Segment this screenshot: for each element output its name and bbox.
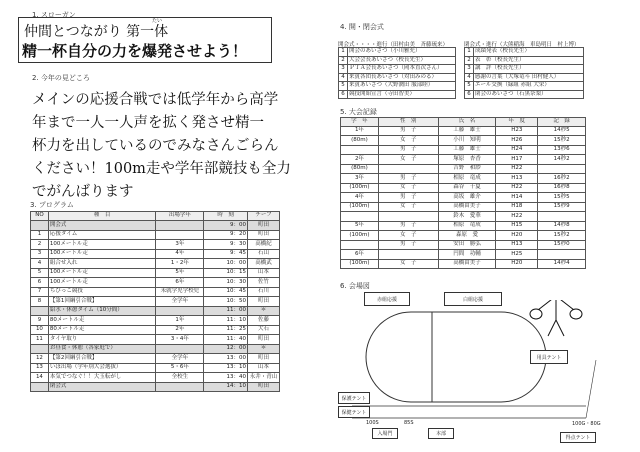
program-row	[31, 221, 280, 231]
program-row-cell: 11：25	[204, 325, 248, 335]
closing-item-cell: 閉会のあいさつ（石黒奈梨）	[474, 90, 584, 99]
record-row-cell: 15秒0	[538, 240, 586, 250]
program-row-cell: 4年	[156, 249, 204, 259]
opening-item	[339, 48, 456, 57]
program-row-cell: 100メートル走	[48, 249, 156, 259]
record-row-cell: H14	[496, 193, 538, 203]
program-row-cell: 3・4年	[156, 335, 204, 345]
records-header-row-cell: 年 度	[496, 118, 538, 127]
program-row-cell	[156, 221, 204, 231]
red-team-tent: 赤組応援	[364, 292, 410, 306]
record-row-cell: 相原 竜成	[438, 174, 496, 184]
program-row-cell	[156, 344, 204, 354]
program-row	[31, 382, 280, 392]
program-row	[31, 240, 280, 250]
record-row-cell: 14秒5	[538, 126, 586, 136]
program-row-cell	[31, 221, 49, 231]
opening-item	[339, 73, 456, 82]
record-row-cell: H22	[496, 164, 538, 174]
track-outer	[366, 312, 546, 402]
equipment-tent: 用具テント	[530, 350, 568, 364]
program-row-cell: 9：20	[204, 230, 248, 240]
record-row	[341, 221, 586, 231]
program-row-cell: 6年	[156, 278, 204, 288]
program-row-cell: 2	[31, 240, 49, 250]
record-row	[341, 231, 586, 241]
program-row-cell: 10：30	[204, 278, 248, 288]
program-row-cell: 10：15	[204, 268, 248, 278]
program-row	[31, 363, 280, 373]
program-header-row-cell: 時 刻	[204, 212, 248, 221]
records-header-row-cell: 学 年	[341, 118, 379, 127]
program-row-cell: 2年	[156, 325, 204, 335]
program-header-row-cell: NO	[31, 212, 49, 221]
program-row-cell: 11：40	[204, 335, 248, 345]
program-row-cell: 石川	[247, 287, 279, 297]
program-row-cell: 佐藤	[247, 316, 279, 326]
record-row	[341, 126, 586, 136]
record-row	[341, 259, 586, 269]
highlight-line-3: 杯力を出しているのでみなさんごらん	[32, 138, 279, 154]
program-row-cell: 大石	[247, 325, 279, 335]
record-row-cell: 15秒2	[538, 136, 586, 146]
program-row-cell: 組合せ入れ	[48, 259, 156, 269]
record-row-cell: 女 子	[378, 202, 438, 212]
program-row-cell: 10：50	[204, 297, 248, 307]
program-row	[31, 297, 280, 307]
records-header-row	[341, 118, 586, 127]
opening-item-cell: 4	[339, 73, 348, 82]
record-row-cell: (100m)	[341, 183, 379, 193]
slogan-line-2: 精一杯自分の力を爆発させよう！	[22, 42, 248, 60]
program-row-cell	[31, 344, 49, 354]
program-row-cell	[156, 230, 204, 240]
record-row-cell: H23	[496, 126, 538, 136]
opening-item-cell: 来賓各団長あいさつ（対田みのる）	[348, 73, 456, 82]
program-row-cell: 石山	[247, 249, 279, 259]
program-row-cell: 80メートル走	[48, 316, 156, 326]
program-row-cell: 13：10	[204, 363, 248, 373]
program-row-cell: 高橋紀	[247, 240, 279, 250]
program-row-cell: 【第2回綱引合戦】	[48, 354, 156, 364]
slogan-ruby: たい	[152, 18, 163, 24]
opening-ceremony-table	[338, 47, 456, 99]
record-row-cell: 15秒5	[538, 193, 586, 203]
record-row-cell: H18	[496, 202, 538, 212]
program-row-cell: 80メートル走	[48, 325, 156, 335]
record-row	[341, 250, 586, 260]
record-row-cell: 鈴木 愛華	[438, 212, 496, 222]
program-row-cell: 全校生	[156, 373, 204, 383]
opening-item	[339, 90, 456, 99]
highlight-line-1: メインの応援合戦では低学年から高学	[32, 92, 279, 108]
record-row-cell: H24	[496, 145, 538, 155]
records-heading: 5. 大会記録	[340, 108, 377, 116]
entrance-gate: 入場門	[372, 428, 398, 439]
program-row-cell: 閉会式	[48, 382, 156, 392]
closing-item	[465, 65, 584, 74]
score-tent: 得点テント	[560, 432, 596, 443]
record-row-cell: 6年	[341, 250, 379, 260]
program-row	[31, 325, 280, 335]
opening-item-cell: 6	[339, 90, 348, 99]
closing-item-cell: エール交換（緑組 赤組 大栄）	[474, 82, 584, 91]
record-row-cell	[538, 164, 586, 174]
opening-item	[339, 65, 456, 74]
record-row-cell: 16秒2	[538, 174, 586, 184]
program-row-cell: 10	[31, 325, 49, 335]
record-row-cell	[341, 212, 379, 222]
program-row-cell: 9：00	[204, 221, 248, 231]
closing-item	[465, 73, 584, 82]
slogan-heading: 1. スローガン	[32, 11, 76, 19]
opening-item-cell: 5	[339, 82, 348, 91]
closing-item-cell: 3	[465, 65, 474, 74]
closing-item-cell: 感謝の言葉（大塚竜斗 田村健人）	[474, 73, 584, 82]
record-row-cell: 3年	[341, 174, 379, 184]
program-row-cell: 11：00	[204, 306, 248, 316]
program-row-cell: 9：30	[204, 240, 248, 250]
record-row	[341, 212, 586, 222]
record-row-cell: 男 子	[378, 193, 438, 203]
program-row-cell: 5・6年	[156, 363, 204, 373]
program-row-cell: 100メートル走	[48, 268, 156, 278]
record-row-cell: H26	[496, 136, 538, 146]
program-row-cell: 永井・青山	[247, 373, 279, 383]
record-row	[341, 164, 586, 174]
record-row-cell: 男 子	[378, 221, 438, 231]
record-row-cell: 16秒8	[538, 183, 586, 193]
program-row-cell: 給水・休憩タイム（10分間）	[48, 306, 156, 316]
record-row-cell: 5年	[341, 221, 379, 231]
highlights-heading: 2. 今年の見どころ	[32, 74, 90, 82]
highlight-line-2: 年まで一人一人声を拡く発させ精一	[32, 115, 264, 131]
program-row-cell: 1	[31, 230, 49, 240]
record-row-cell: (80m)	[341, 136, 379, 146]
program-row-cell: いぼ出場（学年別大会選抜）	[48, 363, 156, 373]
record-row-cell	[538, 212, 586, 222]
program-row-cell: 3	[31, 249, 49, 259]
record-row-cell: 女 子	[378, 136, 438, 146]
slogan-line-1: 仲間とつながり 第一体	[24, 24, 169, 40]
closing-ceremony-title: 閉会式・進行（大熊稲海 車島明日 村上博）	[464, 42, 580, 48]
record-row-cell: 塚原 杏香	[438, 155, 496, 165]
program-row-cell: 12：00	[204, 344, 248, 354]
record-row-cell: 小川 知明	[438, 136, 496, 146]
program-row-cell: 14：10	[204, 382, 248, 392]
ceremony-heading: 4. 開・閉会式	[340, 23, 384, 31]
health-tent: 保健テント	[338, 406, 370, 418]
records-header-row-cell: 記 録	[538, 118, 586, 127]
program-row-cell: ちびっこ競技	[48, 287, 156, 297]
closing-item	[465, 56, 584, 65]
start-85-label: 85S	[404, 420, 414, 426]
record-row-cell: 円間 功輔	[438, 250, 496, 260]
highlight-line-5: でがんばります	[32, 184, 134, 200]
record-row-cell: 安田 勝弘	[438, 240, 496, 250]
record-row-cell: 工藤 雄士	[438, 145, 496, 155]
program-row-cell: お昼食・休憩（各家庭で）	[48, 344, 156, 354]
opening-item-cell: 大会会長あいさつ（校長先生）	[348, 56, 456, 65]
record-row-cell	[378, 212, 438, 222]
program-row	[31, 230, 280, 240]
record-row-cell: 2年	[341, 155, 379, 165]
program-heading: 3. プログラム	[30, 201, 74, 209]
record-row-cell: 15秒2	[538, 231, 586, 241]
record-row-cell: 相原 竜成	[438, 221, 496, 231]
program-row-cell: 10：45	[204, 287, 248, 297]
closing-ceremony-table	[464, 47, 584, 99]
program-row-cell: 町田	[247, 221, 279, 231]
program-row-cell: 1年	[156, 316, 204, 326]
record-row-cell: 13秒6	[538, 145, 586, 155]
closing-item-cell: 1	[465, 48, 474, 57]
record-row-cell: 14秒8	[538, 221, 586, 231]
program-header-row	[31, 212, 280, 221]
program-row-cell: 高橋武	[247, 259, 279, 269]
record-row	[341, 136, 586, 146]
record-row-cell: (100m)	[341, 202, 379, 212]
program-row-cell: ＊	[247, 344, 279, 354]
program-row-cell: 町田	[247, 354, 279, 364]
record-row-cell: H17	[496, 155, 538, 165]
opening-item-cell: 3	[339, 65, 348, 74]
closing-item-cell: 講 評（校長先生）	[474, 65, 584, 74]
opening-item-cell: 2	[339, 56, 348, 65]
program-row	[31, 354, 280, 364]
record-row	[341, 174, 586, 184]
program-row-cell	[31, 306, 49, 316]
program-row-cell: 町田	[247, 335, 279, 345]
program-row-cell: 町田	[247, 382, 279, 392]
opening-item	[339, 56, 456, 65]
program-row	[31, 287, 280, 297]
record-row-cell: 高坂 雄介	[438, 193, 496, 203]
opening-item-cell: 開会のあいさつ（小川雅充）	[348, 48, 456, 57]
record-row-cell	[538, 250, 586, 260]
program-row-cell: 山本	[247, 363, 279, 373]
opening-item-cell: 1	[339, 48, 348, 57]
program-row-cell: 未就学児学校児	[156, 287, 204, 297]
program-row-cell: 5	[31, 268, 49, 278]
goal-label: 100G・80G	[572, 421, 601, 427]
record-row-cell: 森谷 千夏	[438, 183, 496, 193]
program-row-cell	[31, 382, 49, 392]
program-row	[31, 268, 280, 278]
field-edge	[586, 360, 596, 418]
program-row	[31, 344, 280, 354]
record-row-cell: (100m)	[341, 259, 379, 269]
closing-item-cell: 成績発表（校長先生）	[474, 48, 584, 57]
program-row-cell: 12	[31, 354, 49, 364]
record-row-cell	[378, 250, 438, 260]
program-row	[31, 316, 280, 326]
program-row-cell	[156, 306, 204, 316]
program-row-cell: 100メートル走	[48, 278, 156, 288]
program-row-cell: 4	[31, 259, 49, 269]
closing-item	[465, 90, 584, 99]
headquarters-tent: 本部	[428, 428, 454, 439]
program-row-cell: 町田	[247, 230, 279, 240]
record-row-cell: 工藤 雄士	[438, 126, 496, 136]
record-row-cell: 女 子	[378, 183, 438, 193]
records-table	[340, 117, 586, 269]
record-row	[341, 183, 586, 193]
opening-item-cell: 競技開始宣言（寺田智美）	[348, 90, 456, 99]
record-row-cell: 1年	[341, 126, 379, 136]
record-row-cell: (80m)	[341, 164, 379, 174]
records-header-row-cell: 氏 名	[438, 118, 496, 127]
record-row-cell: (100m)	[341, 231, 379, 241]
record-row-cell: 15秒9	[538, 202, 586, 212]
record-row-cell: 4年	[341, 193, 379, 203]
closing-item	[465, 82, 584, 91]
program-row-cell: 13：40	[204, 373, 248, 383]
opening-ceremony-title: 開会式・・・・進行（田村由美 斉藤琉来）	[338, 42, 449, 48]
program-table	[30, 211, 280, 392]
program-row-cell: 町田	[247, 297, 279, 307]
program-row-cell: 8	[31, 297, 49, 307]
program-row-cell: 11：10	[204, 316, 248, 326]
guardian-tent: 保護テント	[338, 392, 370, 404]
program-row-cell: 9：45	[204, 249, 248, 259]
program-row-cell: 5年	[156, 268, 204, 278]
program-row	[31, 335, 280, 345]
record-row-cell: H15	[496, 221, 538, 231]
closing-item	[465, 48, 584, 57]
record-row-cell: 男 子	[378, 174, 438, 184]
record-row-cell: 女 子	[378, 259, 438, 269]
record-row	[341, 193, 586, 203]
program-row-cell	[156, 382, 204, 392]
closing-item-cell: 5	[465, 82, 474, 91]
program-row-cell: 11	[31, 335, 49, 345]
record-row-cell: 高橋由美子	[438, 259, 496, 269]
program-row	[31, 259, 280, 269]
program-row-cell: 10：00	[204, 259, 248, 269]
program-row	[31, 249, 280, 259]
record-row-cell: H13	[496, 174, 538, 184]
closing-item-cell: 4	[465, 73, 474, 82]
record-row-cell: H13	[496, 240, 538, 250]
record-row-cell: 男 子	[378, 145, 438, 155]
record-row-cell	[341, 145, 379, 155]
program-row-cell: 9	[31, 316, 49, 326]
record-row-cell: 吉野 和紗	[438, 164, 496, 174]
record-row-cell: 女 子	[378, 155, 438, 165]
highlight-line-4: ください！100m走や学年部競技も全力	[32, 161, 291, 177]
program-row	[31, 306, 280, 316]
program-row-cell: 13	[31, 363, 49, 373]
record-row-cell	[341, 240, 379, 250]
record-row-cell	[378, 164, 438, 174]
record-row	[341, 145, 586, 155]
start-100-label: 100S	[366, 420, 379, 426]
record-row-cell: H22	[496, 212, 538, 222]
closing-item-cell: 2	[465, 56, 474, 65]
closing-item-cell: 表 彰（校長先生）	[474, 56, 584, 65]
opening-item-cell: 来賓あいさつ（大野潤田 服部睦）	[348, 82, 456, 91]
program-row-cell: タイヤ取り	[48, 335, 156, 345]
program-header-row-cell: 出場学年	[156, 212, 204, 221]
white-team-tent: 白組応援	[444, 292, 502, 306]
record-row-cell: 男 子	[378, 240, 438, 250]
record-row	[341, 240, 586, 250]
program-row-cell: 全学年	[156, 297, 204, 307]
program-row-cell: 開会式	[48, 221, 156, 231]
opening-item-cell: ＰＴＡ会長あいさつ（岡本直次さん）	[348, 65, 456, 74]
record-row-cell: H20	[496, 259, 538, 269]
record-row-cell: H20	[496, 231, 538, 241]
program-row	[31, 278, 280, 288]
program-row-cell: 3年	[156, 240, 204, 250]
program-row-cell: 100メートル走	[48, 240, 156, 250]
record-row-cell: 森原 愛	[438, 231, 496, 241]
record-row-cell: 14秒4	[538, 259, 586, 269]
program-row-cell: 6	[31, 278, 49, 288]
venue-heading: 6. 会場図	[340, 282, 370, 290]
program-row-cell: 14	[31, 373, 49, 383]
record-row-cell: H25	[496, 250, 538, 260]
program-header-row-cell: チーフ	[247, 212, 279, 221]
program-row-cell: 山本	[247, 268, 279, 278]
program-row-cell: 7	[31, 287, 49, 297]
closing-item-cell: 6	[465, 90, 474, 99]
program-row-cell: ＊	[247, 306, 279, 316]
record-row-cell: 男 子	[378, 126, 438, 136]
record-row-cell: H22	[496, 183, 538, 193]
record-row-cell: 高橋由美子	[438, 202, 496, 212]
record-row-cell: 14秒2	[538, 155, 586, 165]
program-row-cell: 13：00	[204, 354, 248, 364]
program-row-cell: 応援タイム	[48, 230, 156, 240]
program-row-cell: 本気でつなぐ！！大玉転がし	[48, 373, 156, 383]
program-row-cell: 佐竹	[247, 278, 279, 288]
program-row-cell: 【第1回綱引合戦】	[48, 297, 156, 307]
record-row-cell: 女 子	[378, 231, 438, 241]
opening-item	[339, 82, 456, 91]
program-row-cell: 1・2年	[156, 259, 204, 269]
program-row	[31, 373, 280, 383]
program-header-row-cell: 種 目	[48, 212, 156, 221]
program-row-cell: 全学年	[156, 354, 204, 364]
record-row	[341, 155, 586, 165]
records-header-row-cell: 性 別	[378, 118, 438, 127]
record-row	[341, 202, 586, 212]
